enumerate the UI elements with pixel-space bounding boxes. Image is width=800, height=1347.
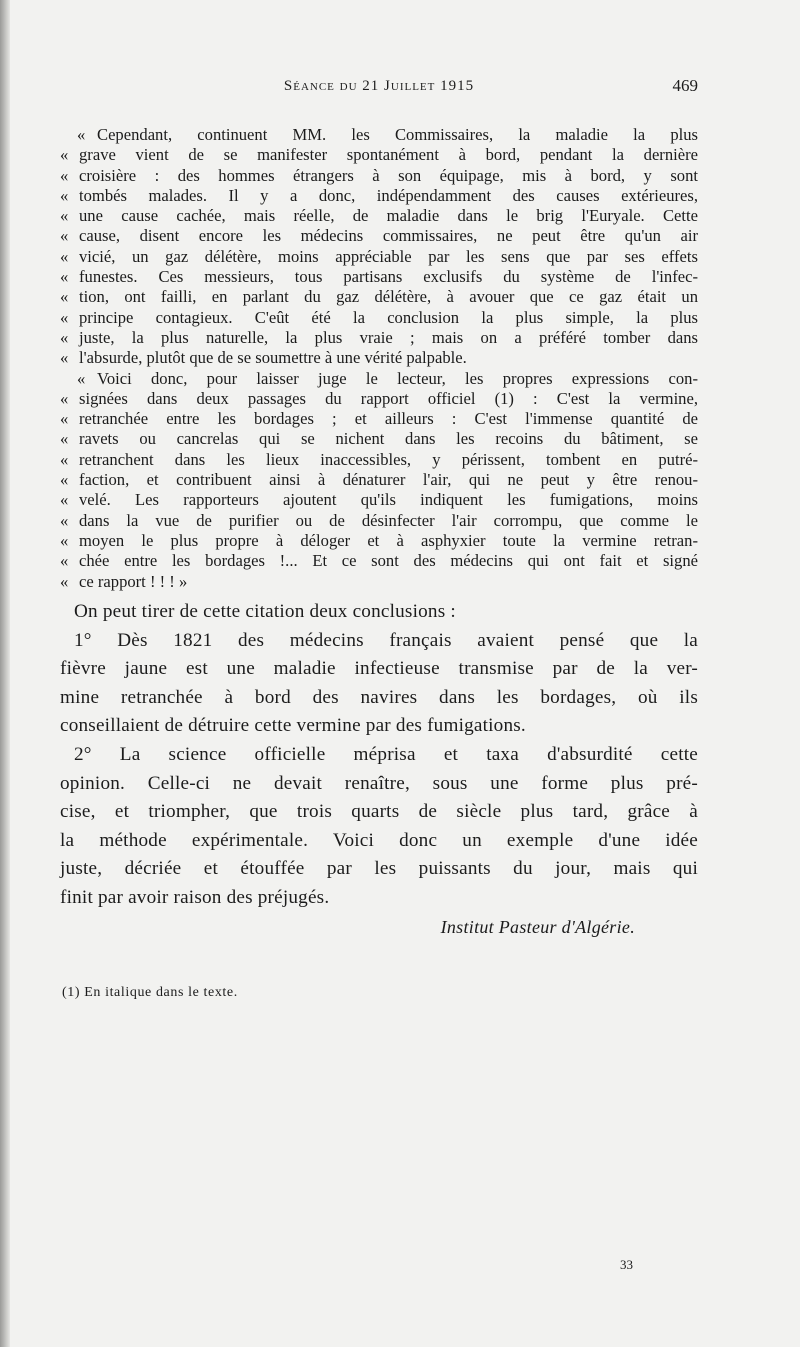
quotation-block xyxy=(60,125,698,592)
quote-line: « chée entre les bordages !... Et ce sont des médecins qui ont fait et signé xyxy=(60,551,698,571)
quote-line: « Voici donc, pour laisser juge le lecteur, les propres expressions con- xyxy=(77,368,698,388)
body-line: finit par avoir raison des préjugés. xyxy=(60,886,330,908)
quote-line: « Cependant, continuent MM. les Commissaires, la maladie la plus xyxy=(77,125,698,144)
quote-line: « tombés malades. Il y a donc, indépendamment des causes extérieures, xyxy=(60,185,698,205)
quote-line: « retranchée entre les bordages ; et ailleurs : C'est l'immense quantité de xyxy=(60,409,698,429)
running-header xyxy=(60,78,698,102)
body-line: fièvre jaune est une maladie infectieuse transmise par de la ver- xyxy=(60,658,698,680)
quote-line: « grave vient de se manifester spontanément à bord, pendant la dernière xyxy=(60,145,698,165)
body-line: opinion. Celle-ci ne devait renaître, sous une forme plus pré- xyxy=(60,772,698,794)
quote-line: « juste, la plus naturelle, la plus vraie ; mais on a préféré tomber dans xyxy=(60,327,698,347)
page-number: 469 xyxy=(672,76,698,95)
quote-line: « dans la vue de purifier ou de désinfecter l'air corrompu, que comme le xyxy=(60,510,698,530)
quote-line: « une cause cachée, mais réelle, de maladie dans le brig l'Euryale. Cette xyxy=(60,206,698,226)
sheet-number: 33 xyxy=(620,1257,633,1272)
quote-line: « l'absurde, plutôt que de se soumettre à une vérité palpable. xyxy=(60,348,467,368)
quote-line: « signées dans deux passages du rapport officiel (1) : C'est la vermine, xyxy=(60,388,698,408)
quote-line: « croisière : des hommes étrangers à son équipage, mis à bord, y sont xyxy=(60,165,698,185)
body-line: mine retranchée à bord des navires dans les bordages, où ils xyxy=(60,686,698,708)
running-title: Séance du 21 Juillet 1915 xyxy=(283,78,475,94)
page-edge-shadow xyxy=(0,0,10,1347)
quote-line: « vicié, un gaz délétère, moins appréciable par les sens que par ses effets xyxy=(60,246,698,266)
quote-line: « tion, ont failli, en parlant du gaz délétère, à avouer que ce gaz était un xyxy=(60,287,698,307)
body-line: 1° Dès 1821 des médecins français avaient pensé que la xyxy=(74,629,698,651)
body-line: On peut tirer de cette citation deux conclusions : xyxy=(74,601,456,622)
quote-line: « ce rapport ! ! ! » xyxy=(60,571,188,591)
body-paragraphs xyxy=(60,598,698,913)
author-signature: Institut Pasteur d'Algérie. xyxy=(440,917,635,937)
body-line: 2° La science officielle méprisa et taxa d'absurdité cette xyxy=(74,743,698,765)
quote-line: « retranchent dans les lieux inaccessibles, y périssent, tombent en putré- xyxy=(60,449,698,469)
quote-line: « funestes. Ces messieurs, tous partisans exclusifs du système de l'infec- xyxy=(60,267,698,287)
quote-line: « faction, et contribuent ainsi à dénaturer l'air, qui ne peut y être renou- xyxy=(60,470,698,490)
body-line: conseillaient de détruire cette vermine par des fumigations. xyxy=(60,715,526,737)
quote-line: « principe contagieux. C'eût été la conclusion la plus simple, la plus xyxy=(60,307,698,327)
quote-line: « cause, disent encore les médecins commissaires, ne peut être qu'un air xyxy=(60,226,698,246)
body-line: la méthode expérimentale. Voici donc un exemple d'une idée xyxy=(60,829,698,851)
quote-line: « ravets ou cancrelas qui se nichent dans les recoins du bâtiment, se xyxy=(60,429,698,449)
quote-line: « moyen le plus propre à déloger et à asphyxier toute la vermine retran- xyxy=(60,530,698,550)
body-line: juste, décriée et étouffée par les puissants du jour, mais qui xyxy=(60,858,698,880)
body-line: cise, et triompher, que trois quarts de siècle plus tard, grâce à xyxy=(60,801,698,823)
footnote: (1) En italique dans le texte. xyxy=(62,985,238,1000)
quote-line: « velé. Les rapporteurs ajoutent qu'ils indiquent les fumigations, moins xyxy=(60,490,698,510)
